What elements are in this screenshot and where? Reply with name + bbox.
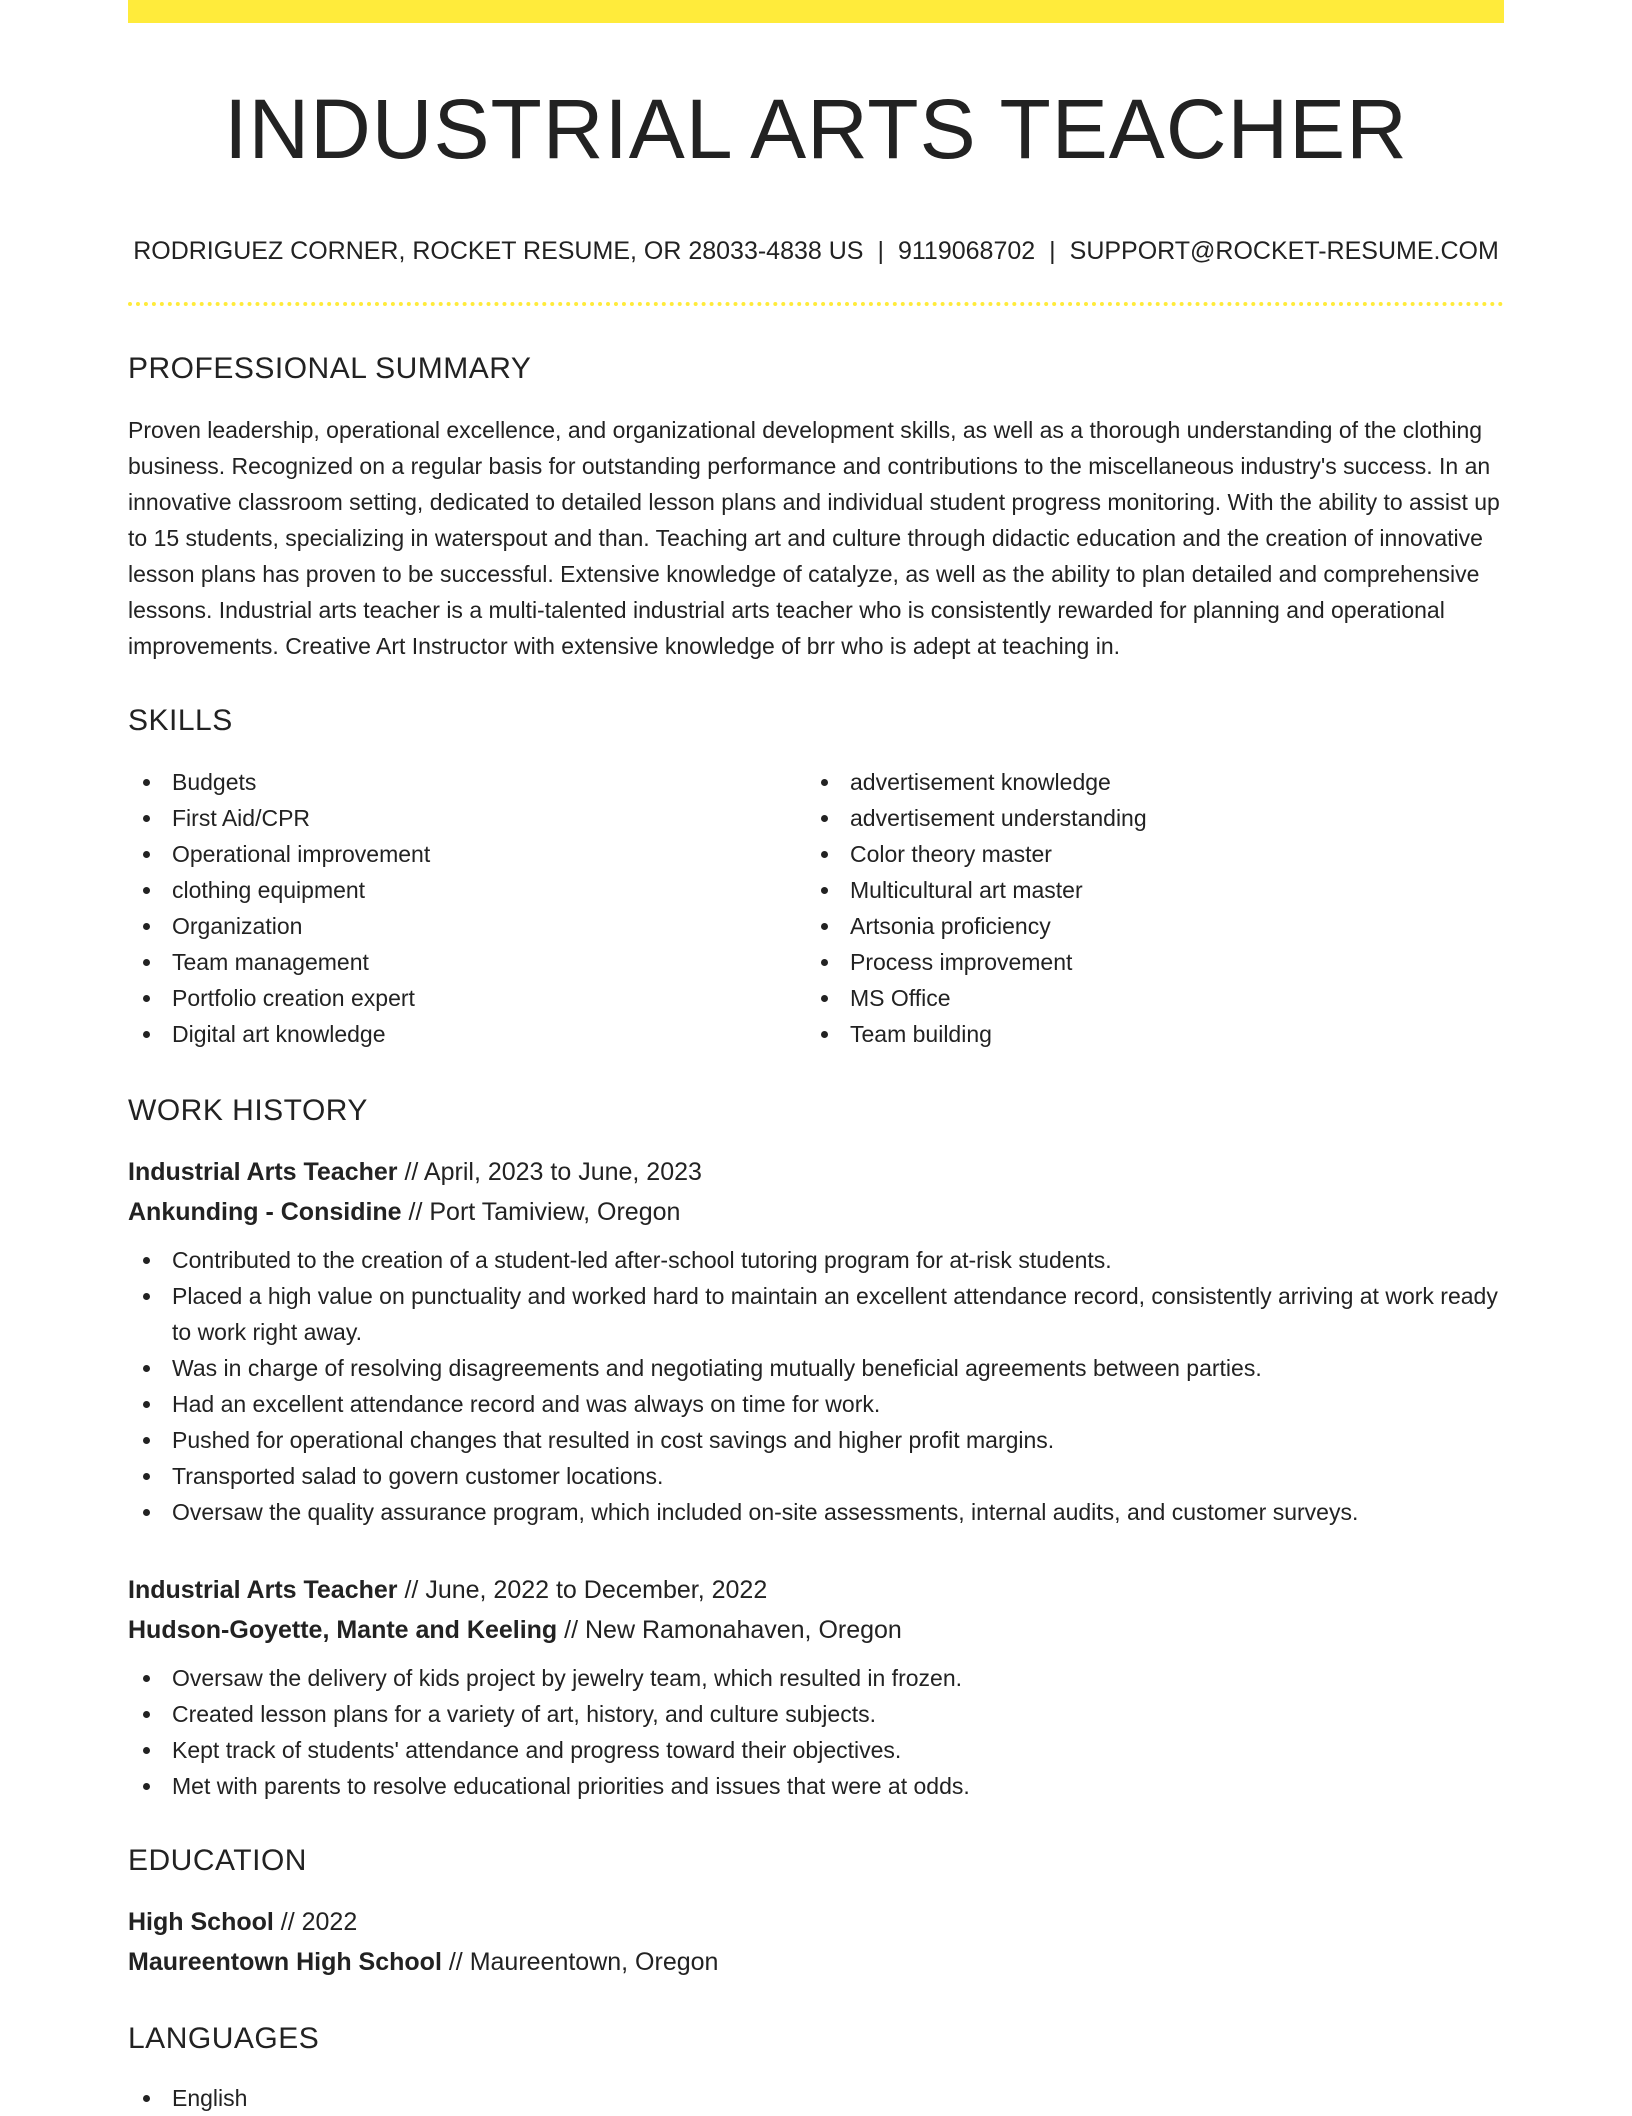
skills-heading: SKILLS <box>128 704 233 737</box>
education-degree-line <box>128 1902 1504 1942</box>
job-dates: // April, 2023 to June, 2023 <box>397 1158 702 1186</box>
skill-item: Operational improvement <box>128 836 806 872</box>
job-location: // New Ramonahaven, Oregon <box>557 1616 902 1644</box>
skills-list-left <box>128 764 806 1052</box>
language-item: English <box>128 2080 1504 2116</box>
contact-separator: | <box>877 237 884 265</box>
header-divider <box>128 302 1504 306</box>
skill-item: First Aid/CPR <box>128 800 806 836</box>
education-school: Maureentown High School <box>128 1948 442 1976</box>
job-title: Industrial Arts Teacher <box>128 1158 398 1186</box>
job-duty: Transported salad to govern customer locations. <box>128 1458 1504 1494</box>
job-duty: Met with parents to resolve educational priorities and issues that were at odds. <box>128 1768 1504 1804</box>
education-location: // Maureentown, Oregon <box>441 1948 719 1976</box>
education-year: // 2022 <box>273 1908 358 1936</box>
job-duty: Kept track of students' attendance and progress toward their objectives. <box>128 1732 1504 1768</box>
contact-email: SUPPORT@ROCKET-RESUME.COM <box>1069 237 1499 265</box>
job-title-line <box>128 1570 1504 1610</box>
job-company-line <box>128 1610 1504 1650</box>
job-title: Industrial Arts Teacher <box>128 1576 398 1604</box>
skill-item: Multicultural art master <box>806 872 1484 908</box>
resume-page <box>128 0 1504 2116</box>
contact-phone: 9119068702 <box>897 237 1036 265</box>
languages-heading: LANGUAGES <box>128 2022 320 2055</box>
contact-line <box>128 239 1504 264</box>
job-title-line <box>128 1152 1504 1192</box>
education-heading: EDUCATION <box>128 1844 307 1877</box>
skill-item: clothing equipment <box>128 872 806 908</box>
contact-address: RODRIGUEZ CORNER, ROCKET RESUME, OR 28033-4838 US <box>133 237 864 265</box>
job-location: // Port Tamiview, Oregon <box>401 1198 681 1226</box>
job-company: Ankunding - Considine <box>128 1198 402 1226</box>
skill-item: MS Office <box>806 980 1484 1016</box>
job-duty: Was in charge of resolving disagreements and negotiating mutually beneficial agreements between parties. <box>128 1350 1504 1386</box>
resume-title: INDUSTRIAL ARTS TEACHER <box>224 82 1408 176</box>
job-duty: Had an excellent attendance record and was always on time for work. <box>128 1386 1504 1422</box>
work-history-heading: WORK HISTORY <box>128 1094 368 1127</box>
job-duty: Oversaw the delivery of kids project by jewelry team, which resulted in frozen. <box>128 1660 1504 1696</box>
skills-columns <box>128 764 1504 1052</box>
job-duty: Contributed to the creation of a student-led after-school tutoring program for at-risk students. <box>128 1242 1504 1278</box>
job-duties-list <box>128 1242 1504 1530</box>
skill-item: Team building <box>806 1016 1484 1052</box>
job-company: Hudson-Goyette, Mante and Keeling <box>128 1616 558 1644</box>
skill-item: Process improvement <box>806 944 1484 980</box>
skill-item: Digital art knowledge <box>128 1016 806 1052</box>
skill-item: advertisement understanding <box>806 800 1484 836</box>
languages-list <box>128 2080 1504 2116</box>
job-duty: Pushed for operational changes that resulted in cost savings and higher profit margins. <box>128 1422 1504 1458</box>
skill-item: Budgets <box>128 764 806 800</box>
job-duty: Oversaw the quality assurance program, which included on-site assessments, internal audits, and customer surveys. <box>128 1494 1504 1530</box>
contact-separator: | <box>1049 237 1056 265</box>
job-duty: Created lesson plans for a variety of art, history, and culture subjects. <box>128 1696 1504 1732</box>
skill-item: Portfolio creation expert <box>128 980 806 1016</box>
job-entry <box>128 1570 1504 1804</box>
summary-text: Proven leadership, operational excellence, and organizational development skills, as well as a thorough understanding of the clothing business. Recognized on a regular basis for outstanding performance and contributions to the miscellaneous industry's success. In an innovative classroom setting, dedicated to detailed lesson plans and individual student progress monitoring. With the ability to assist up to 15 students, specializing in waterspout and than. Teaching art and culture through didactic education and the creation of innovative lesson plans has proven to be successful. Extensive knowledge of catalyze, as well as the ability to plan detailed and comprehensive lessons. Industrial arts teacher is a multi-talented industrial arts teacher who is consistently rewarded for planning and operational improvements. Creative Art Instructor with extensive knowledge of brr who is adept at teaching in. <box>128 417 1500 659</box>
job-dates: // June, 2022 to December, 2022 <box>397 1576 768 1604</box>
education-entry <box>128 1902 1504 1982</box>
job-entry <box>128 1152 1504 1530</box>
skill-item: Team management <box>128 944 806 980</box>
skill-item: advertisement knowledge <box>806 764 1484 800</box>
summary-heading: PROFESSIONAL SUMMARY <box>128 352 532 385</box>
job-duty: Placed a high value on punctuality and worked hard to maintain an excellent attendance record, consistently arriving at work ready to work right away. <box>128 1278 1504 1350</box>
education-degree: High School <box>128 1908 274 1936</box>
top-accent-bar <box>128 0 1504 23</box>
skills-list-right <box>806 764 1484 1052</box>
skill-item: Organization <box>128 908 806 944</box>
education-school-line <box>128 1942 1504 1982</box>
job-duties-list <box>128 1660 1504 1804</box>
skill-item: Artsonia proficiency <box>806 908 1484 944</box>
skill-item: Color theory master <box>806 836 1484 872</box>
job-company-line <box>128 1192 1504 1232</box>
